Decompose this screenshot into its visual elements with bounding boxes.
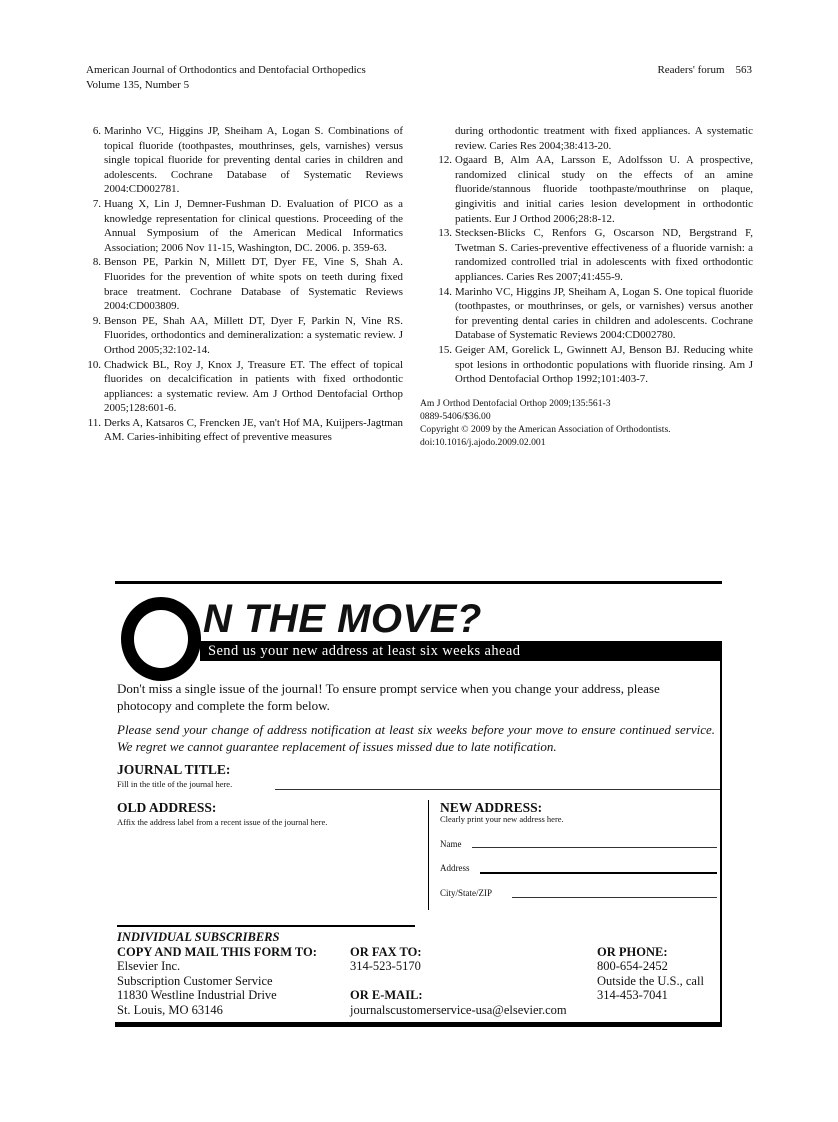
email-address[interactable]: journalscustomerservice-usa@elsevier.com <box>350 1002 567 1017</box>
reference-text: Chadwick BL, Roy J, Knox J, Treasure ET. The effect of topical fluorides on decalcification in patients with fixed orthodontic appliances: a systematic review. Am J Orthod Dentofacial Orthop 2005;128:601-6. <box>104 358 403 415</box>
volume-number: Volume 135, Number 5 <box>86 79 190 91</box>
reference-text: Marinho VC, Higgins JP, Sheiham A, Logan S. One topical fluoride (toothpastes, or mouthrinses, or gels, or varnishes) versus another for preventing dental caries in children and adolescents. Cochrane Database of Systematic Reviews 2004:CD002780. <box>455 285 753 342</box>
reference-text: Marinho VC, Higgins JP, Sheiham A, Logan S. Combinations of topical fluoride (toothpastes, mouthrinses, gels, varnishes) versus single topical fluoride for preventing dental caries in children and adolescents. Cochrane Database of Systematic Reviews 2004:CD002781. <box>104 125 403 196</box>
subscribers-rule <box>117 925 415 927</box>
address-label: Address <box>440 863 470 873</box>
reference-item <box>85 314 403 358</box>
reference-item <box>85 124 403 197</box>
reference-text: Huang X, Lin J, Demner-Fushman D. Evaluation of PICO as a knowledge representation for clinical questions. Proceeding of the Annual Symposium of the American Medical Informatics Association; 2006 Nov 11-15, Washington, DC. 2006. p. 359-63. <box>104 197 403 254</box>
reference-number: 6. <box>92 125 101 137</box>
phone-heading: OR PHONE: <box>597 944 668 959</box>
reference-item <box>436 343 753 387</box>
reference-number: 14. <box>438 285 452 298</box>
new-address-label: NEW ADDRESS: <box>440 800 543 815</box>
old-address-label: OLD ADDRESS: <box>117 800 217 815</box>
copyright: Copyright © 2009 by the American Association of Orthodontists. <box>420 423 671 435</box>
journal-name: American Journal of Orthodontics and Dentofacial Orthopedics <box>86 64 366 76</box>
running-header-left <box>86 63 366 93</box>
article-citation <box>420 397 753 449</box>
city-state-zip-field[interactable] <box>512 897 717 898</box>
city-label: City/State/ZIP <box>440 888 493 898</box>
reference-number: 9. <box>92 314 101 327</box>
form-bottom-rule <box>115 1022 722 1027</box>
reference-text: Benson PE, Parkin N, Millett DT, Dyer FE, Vine S, Shah A. Fluorides for the prevention of white spots on teeth during fixed brace treatment. Cochrane Database of Systematic Reviews 2004:CD003809. <box>104 256 403 313</box>
email-heading: OR E-MAIL: <box>350 988 423 1003</box>
mail-line: 11830 Westline Industrial Drive <box>117 988 277 1003</box>
reference-item <box>436 153 753 226</box>
intro-text: Don't miss a single issue of the journal! To ensure prompt service when you change your address, please photocopy and complete the form below. <box>117 681 660 713</box>
reference-text: Ogaard B, Alm AA, Larsson E, Adolfsson U. A prospective, randomized clinical study on the effects of an amine fluoride/stannous fluoride toothpaste/mouthrinse on plaque, gingivitis and initial caries lesion development in orthodontic patients. Eur J Orthod 2006;28:8-12. <box>455 154 753 225</box>
mail-section <box>117 930 317 1018</box>
reference-item <box>85 358 403 416</box>
subscribers-heading: INDIVIDUAL SUBSCRIBERS <box>117 930 280 944</box>
running-header-right <box>657 63 752 78</box>
phone-outside-label: Outside the U.S., call <box>597 973 704 988</box>
fax-number: 314-523-5170 <box>350 959 421 974</box>
mail-line: St. Louis, MO 63146 <box>117 1002 223 1017</box>
reference-item <box>85 416 403 445</box>
address-field[interactable] <box>480 872 717 874</box>
phone-number: 800-654-2452 <box>597 959 668 974</box>
journal-title-label: JOURNAL TITLE: <box>117 762 231 777</box>
reference-item <box>85 255 403 313</box>
reference-number: 13. <box>438 227 452 240</box>
reference-number: 8. <box>92 256 101 269</box>
form-right-border <box>720 641 722 1026</box>
logo-big-o <box>121 597 201 681</box>
phone-outside-number: 314-453-7041 <box>597 988 668 1003</box>
reference-number: 7. <box>92 197 101 210</box>
citation-line: Am J Orthod Dentofacial Orthop 2009;135:561-3 <box>420 397 611 409</box>
reference-number: 12. <box>438 154 452 167</box>
reference-item <box>85 197 403 255</box>
reference-text: Geiger AM, Gorelick L, Gwinnett AJ, Benson BJ. Reducing white spot lesions in orthodontic populations with fluoride rinsing. Am J Orthod Dentofacial Orthop 1992;101:403-7. <box>455 343 753 386</box>
form-title: N THE MOVE? <box>203 597 482 641</box>
references-right-column <box>420 124 753 449</box>
page-number: 563 <box>735 64 752 76</box>
fax-heading: OR FAX TO: <box>350 944 422 959</box>
journal-title-hint: Fill in the title of the journal here. <box>117 779 233 789</box>
reference-number: 11. <box>87 416 101 429</box>
name-label: Name <box>440 839 462 849</box>
mail-heading: COPY AND MAIL THIS FORM TO: <box>117 944 317 959</box>
new-address-hint: Clearly print your new address here. <box>440 814 564 824</box>
address-divider <box>428 800 429 910</box>
notice-text: Please send your change of address notification at least six weeks before your move to ensure continued service. We regret we cannot guarantee replacement of issues missed due to late notification. <box>117 722 715 754</box>
old-address-hint: Affix the address label from a recent issue of the journal here. <box>117 817 328 827</box>
reference-item <box>436 285 753 343</box>
phone-section <box>597 945 704 1003</box>
reference-11-continued: during orthodontic treatment with fixed appliances. A systematic review. Caries Res 2004;38:413-20. <box>455 125 753 152</box>
references-left-column <box>85 124 403 445</box>
reference-text: Benson PE, Shah AA, Millett DT, Dyer F, Parkin N, Vine RS. Fluorides, orthodontics and demineralization: a systematic review. J Orthod 2005;32:102-14. <box>104 314 403 356</box>
fax-email-section <box>350 945 567 1018</box>
section-name: Readers' forum <box>657 64 725 76</box>
reference-item <box>436 226 753 284</box>
reference-number: 15. <box>438 343 452 356</box>
mail-line: Subscription Customer Service <box>117 973 273 988</box>
name-field[interactable] <box>472 847 717 848</box>
reference-number: 10. <box>87 358 101 371</box>
form-top-rule <box>115 581 722 584</box>
reference-text: Derks A, Katsaros C, Frencken JE, van't Hof MA, Kuijpers-Jagtman AM. Caries-inhibiting effect of preventive measures <box>104 416 403 444</box>
doi: doi:10.1016/j.ajodo.2009.02.001 <box>420 436 546 448</box>
reference-text: Stecksen-Blicks C, Renfors G, Oscarson ND, Bergstrand F, Twetman S. Caries-preventive effectiveness of a fluoride varnish: a randomized controlled trial in adolescents with fixed orthodontic appliances. Caries Res 2007;41:455-9. <box>455 227 753 283</box>
journal-title-field[interactable] <box>275 789 720 790</box>
citation-price: 0889-5406/$36.00 <box>420 410 491 422</box>
mail-line: Elsevier Inc. <box>117 959 181 974</box>
banner: Send us your new address at least six weeks ahead <box>200 641 722 661</box>
